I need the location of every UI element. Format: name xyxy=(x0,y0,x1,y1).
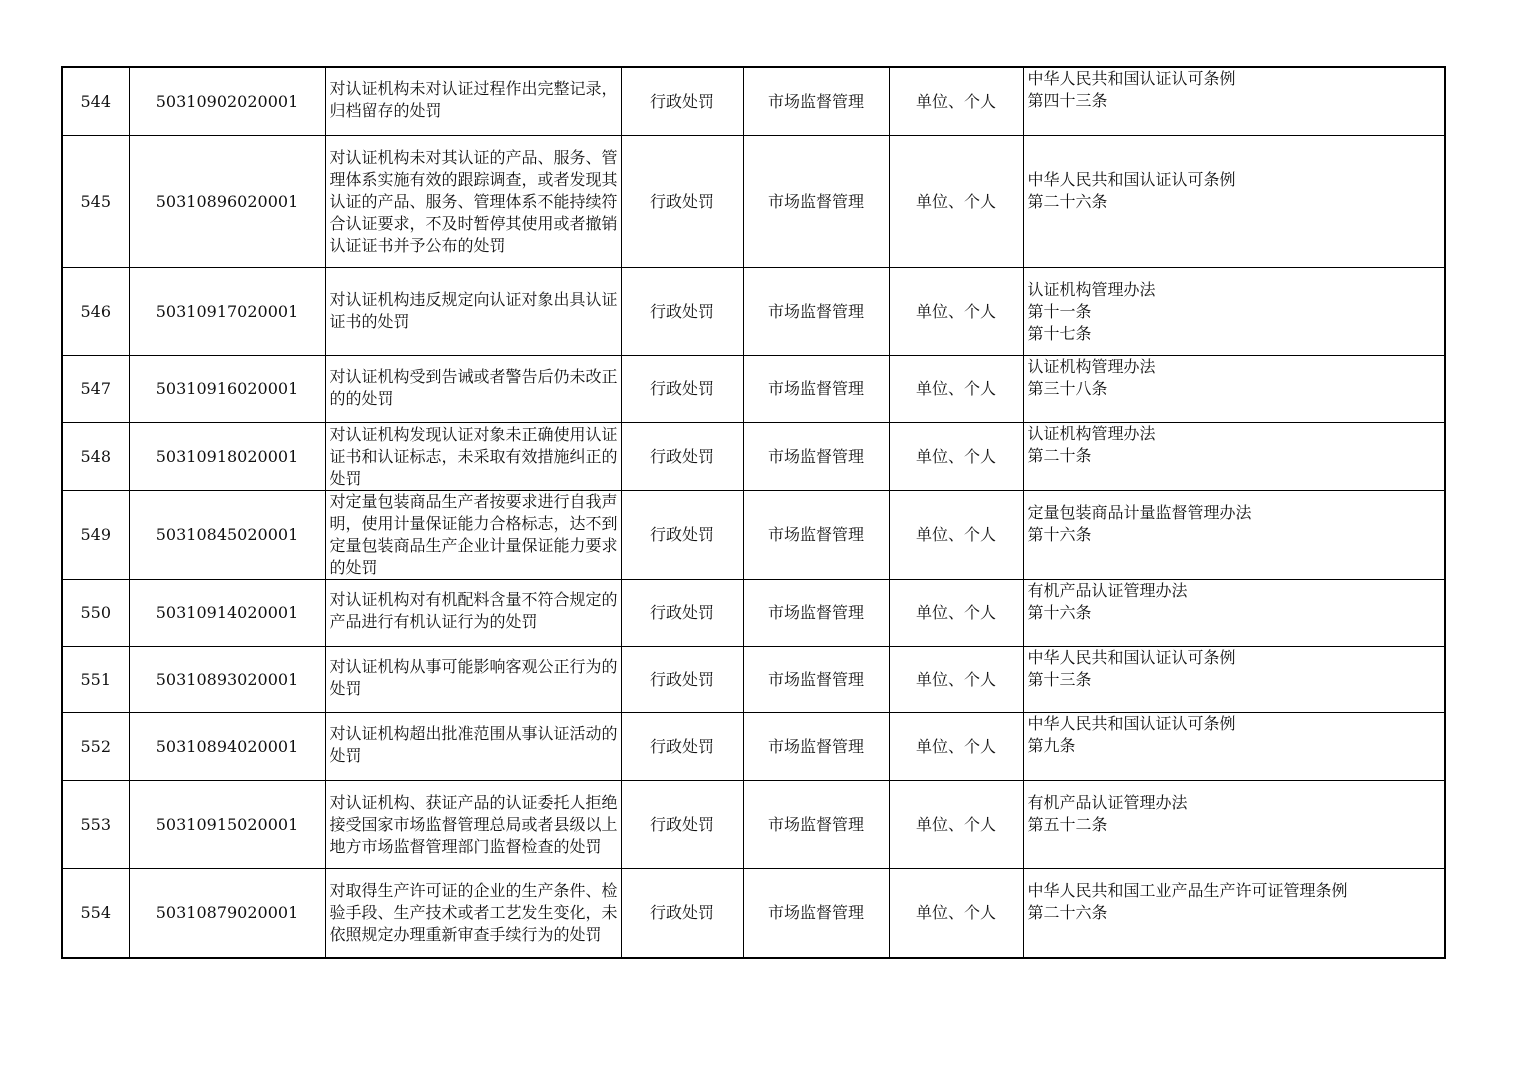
item-code-cell xyxy=(129,136,325,268)
legal-basis-title: 中华人民共和国认证认可条例 xyxy=(1027,69,1236,88)
item-type-cell xyxy=(621,356,743,423)
serial-number: 552 xyxy=(80,736,112,756)
item-code-cell xyxy=(129,781,325,869)
table-row xyxy=(62,647,1445,713)
applicable-subject: 单位、个人 xyxy=(915,191,996,211)
subject-cell xyxy=(889,423,1023,491)
table-row xyxy=(62,67,1445,136)
applicable-subject: 单位、个人 xyxy=(915,525,996,544)
legal-basis-cell xyxy=(1023,491,1445,580)
item-field-cell xyxy=(743,423,889,491)
serial-number: 553 xyxy=(80,814,112,834)
legal-basis-title: 中华人民共和国认证认可条例 xyxy=(1027,170,1236,189)
item-code: 50310916020001 xyxy=(155,379,299,398)
serial-number: 551 xyxy=(80,669,112,689)
item-name-cell xyxy=(325,423,621,491)
item-name-cell xyxy=(325,491,621,580)
item-type-cell xyxy=(621,781,743,869)
item-field-cell xyxy=(743,268,889,356)
table-row xyxy=(62,491,1445,580)
item-name-cell xyxy=(325,356,621,423)
table-row xyxy=(62,423,1445,491)
item-code: 50310914020001 xyxy=(155,603,299,622)
serial-number-cell xyxy=(62,491,129,580)
applicable-subject: 单位、个人 xyxy=(915,603,996,622)
subject-cell xyxy=(889,580,1023,647)
item-type: 行政处罚 xyxy=(649,446,714,466)
table-row xyxy=(62,869,1445,958)
subject-cell xyxy=(889,136,1023,268)
legal-basis-article: 第十三条 xyxy=(1027,670,1092,689)
item-type: 行政处罚 xyxy=(649,902,714,922)
item-name-cell xyxy=(325,869,621,958)
item-name-cell xyxy=(325,781,621,869)
item-code-cell xyxy=(129,491,325,580)
item-name: 对定量包装商品生产者按要求进行自我声明，使用计量保证能力合格标志，达不到定量包装商品生产企业计量保证能力要求的处罚 xyxy=(329,492,618,577)
table-row xyxy=(62,268,1445,356)
item-code: 50310893020001 xyxy=(155,669,299,689)
table-row xyxy=(62,136,1445,268)
item-type-cell xyxy=(621,647,743,713)
subject-cell xyxy=(889,268,1023,356)
applicable-subject: 单位、个人 xyxy=(915,301,996,321)
item-name: 对认证机构发现认证对象未正确使用认证证书和认证标志，未采取有效措施纠正的处罚 xyxy=(329,424,618,488)
table-row xyxy=(62,580,1445,647)
item-field: 市场监督管理 xyxy=(767,191,864,211)
subject-cell xyxy=(889,713,1023,781)
item-code-cell xyxy=(129,713,325,781)
item-field: 市场监督管理 xyxy=(767,814,864,834)
legal-basis-title: 中华人民共和国工业产品生产许可证管理条例 xyxy=(1027,880,1348,900)
subject-cell xyxy=(889,781,1023,869)
item-field-cell xyxy=(743,781,889,869)
subject-cell xyxy=(889,647,1023,713)
serial-number-cell xyxy=(62,869,129,958)
legal-basis-article: 第四十三条 xyxy=(1027,91,1108,110)
item-code-cell xyxy=(129,869,325,958)
legal-basis-cell xyxy=(1023,580,1445,647)
item-field: 市场监督管理 xyxy=(767,301,864,321)
legal-basis-article: 第十一条 xyxy=(1027,301,1092,321)
legal-basis-cell xyxy=(1023,356,1445,423)
serial-number-cell xyxy=(62,67,129,136)
item-field: 市场监督管理 xyxy=(767,902,864,922)
item-name-cell xyxy=(325,136,621,268)
serial-number-cell xyxy=(62,647,129,713)
item-name: 对认证机构未对其认证的产品、服务、管理体系实施有效的跟踪调查，或者发现其认证的产品、服务、管理体系不能持续符合认证要求，不及时暂停其使用或者撤销认证证书并予公布的处罚 xyxy=(329,147,618,255)
item-name: 对认证机构受到告诫或者警告后仍未改正的的处罚 xyxy=(329,367,618,408)
item-name: 对认证机构从事可能影响客观公正行为的处罚 xyxy=(329,656,618,698)
item-type: 行政处罚 xyxy=(649,814,714,834)
item-code: 50310915020001 xyxy=(155,814,299,834)
applicable-subject: 单位、个人 xyxy=(915,446,996,466)
item-field-cell xyxy=(743,356,889,423)
item-type: 行政处罚 xyxy=(649,191,714,211)
item-code: 50310918020001 xyxy=(155,446,299,466)
subject-cell xyxy=(889,356,1023,423)
item-field-cell xyxy=(743,136,889,268)
item-type-cell xyxy=(621,136,743,268)
item-code-cell xyxy=(129,647,325,713)
legal-basis-cell xyxy=(1023,268,1445,356)
legal-basis-article: 第五十二条 xyxy=(1027,815,1108,834)
item-field-cell xyxy=(743,647,889,713)
item-name-cell xyxy=(325,647,621,713)
legal-basis-title: 定量包装商品计量监督管理办法 xyxy=(1027,502,1252,522)
legal-basis-article: 第十七条 xyxy=(1027,323,1092,343)
item-code: 50310894020001 xyxy=(155,736,299,756)
serial-number-cell xyxy=(62,136,129,268)
item-type-cell xyxy=(621,869,743,958)
item-code: 50310896020001 xyxy=(155,191,299,211)
subject-cell xyxy=(889,869,1023,958)
item-type-cell xyxy=(621,423,743,491)
applicable-subject: 单位、个人 xyxy=(915,902,996,922)
serial-number-cell xyxy=(62,268,129,356)
legal-basis-title: 中华人民共和国认证认可条例 xyxy=(1027,714,1236,733)
legal-basis-cell xyxy=(1023,423,1445,491)
item-code-cell xyxy=(129,423,325,491)
item-field-cell xyxy=(743,713,889,781)
table-row xyxy=(62,356,1445,423)
serial-number: 547 xyxy=(80,379,112,398)
legal-basis-title: 认证机构管理办法 xyxy=(1027,279,1156,299)
item-name-cell xyxy=(325,67,621,136)
serial-number: 546 xyxy=(80,301,112,321)
item-name: 对取得生产许可证的企业的生产条件、检验手段、生产技术或者工艺发生变化，未依照规定办理重新审查手续行为的处罚 xyxy=(329,880,618,944)
item-field: 市场监督管理 xyxy=(767,603,864,622)
applicable-subject: 单位、个人 xyxy=(915,669,996,689)
item-name: 对认证机构未对认证过程作出完整记录，归档留存的处罚 xyxy=(329,78,618,120)
item-type: 行政处罚 xyxy=(649,525,714,544)
legal-basis-title: 有机产品认证管理办法 xyxy=(1027,581,1188,600)
item-name: 对认证机构对有机配料含量不符合规定的产品进行有机认证行为的处罚 xyxy=(329,590,618,631)
item-type-cell xyxy=(621,713,743,781)
legal-basis-cell xyxy=(1023,647,1445,713)
serial-number: 549 xyxy=(80,525,112,544)
serial-number-cell xyxy=(62,713,129,781)
serial-number-cell xyxy=(62,423,129,491)
table-body xyxy=(62,67,1445,958)
item-name-cell xyxy=(325,713,621,781)
subject-cell xyxy=(889,491,1023,580)
applicable-subject: 单位、个人 xyxy=(915,379,996,398)
serial-number-cell xyxy=(62,781,129,869)
item-type-cell xyxy=(621,491,743,580)
item-field-cell xyxy=(743,580,889,647)
serial-number: 550 xyxy=(80,603,112,622)
serial-number: 545 xyxy=(80,191,112,211)
legal-basis-cell xyxy=(1023,869,1445,958)
serial-number: 548 xyxy=(80,446,112,466)
legal-basis-cell xyxy=(1023,136,1445,268)
item-field-cell xyxy=(743,67,889,136)
item-type: 行政处罚 xyxy=(649,91,714,111)
item-code: 50310917020001 xyxy=(155,301,299,321)
subject-cell xyxy=(889,67,1023,136)
applicable-subject: 单位、个人 xyxy=(915,91,996,111)
item-code-cell xyxy=(129,580,325,647)
item-field: 市场监督管理 xyxy=(767,669,864,689)
legal-basis-article: 第十六条 xyxy=(1027,603,1092,622)
item-type: 行政处罚 xyxy=(649,669,714,689)
legal-basis-title: 认证机构管理办法 xyxy=(1027,357,1156,376)
legal-basis-title: 认证机构管理办法 xyxy=(1027,424,1156,443)
legal-basis-cell xyxy=(1023,67,1445,136)
item-code-cell xyxy=(129,268,325,356)
table-row xyxy=(62,713,1445,781)
table-row xyxy=(62,781,1445,869)
item-code-cell xyxy=(129,67,325,136)
legal-basis-article: 第十六条 xyxy=(1027,524,1092,544)
item-field: 市场监督管理 xyxy=(767,379,864,398)
serial-number: 554 xyxy=(80,902,112,922)
serial-number: 544 xyxy=(80,91,112,111)
item-name: 对认证机构超出批准范围从事认证活动的处罚 xyxy=(329,723,618,765)
item-type-cell xyxy=(621,580,743,647)
item-type: 行政处罚 xyxy=(649,379,714,398)
item-type-cell xyxy=(621,67,743,136)
serial-number-cell xyxy=(62,580,129,647)
applicable-subject: 单位、个人 xyxy=(915,814,996,834)
item-field: 市场监督管理 xyxy=(767,446,864,466)
item-type: 行政处罚 xyxy=(649,603,714,622)
legal-basis-article: 第二十六条 xyxy=(1027,192,1108,211)
item-field: 市场监督管理 xyxy=(767,736,864,756)
item-field: 市场监督管理 xyxy=(767,525,864,544)
item-name: 对认证机构违反规定向认证对象出具认证证书的处罚 xyxy=(329,289,618,331)
legal-basis-article: 第二十六条 xyxy=(1027,902,1108,922)
item-code: 50310879020001 xyxy=(155,902,299,922)
legal-basis-article: 第九条 xyxy=(1027,736,1076,755)
item-code: 50310845020001 xyxy=(155,525,299,544)
item-name-cell xyxy=(325,268,621,356)
item-code-cell xyxy=(129,356,325,423)
item-field-cell xyxy=(743,869,889,958)
item-name: 对认证机构、获证产品的认证委托人拒绝接受国家市场监督管理总局或者县级以上地方市场监督管理部门监督检查的处罚 xyxy=(329,792,618,856)
item-field-cell xyxy=(743,491,889,580)
item-type: 行政处罚 xyxy=(649,736,714,756)
item-name-cell xyxy=(325,580,621,647)
legal-basis-title: 中华人民共和国认证认可条例 xyxy=(1027,648,1236,667)
serial-number-cell xyxy=(62,356,129,423)
legal-basis-cell xyxy=(1023,713,1445,781)
legal-basis-article: 第二十条 xyxy=(1027,446,1092,465)
legal-basis-cell xyxy=(1023,781,1445,869)
legal-basis-title: 有机产品认证管理办法 xyxy=(1027,793,1188,812)
penalty-items-table xyxy=(61,66,1446,959)
item-type: 行政处罚 xyxy=(649,301,714,321)
item-field: 市场监督管理 xyxy=(767,91,864,111)
legal-basis-article: 第三十八条 xyxy=(1027,379,1108,398)
item-code: 50310902020001 xyxy=(155,91,299,111)
applicable-subject: 单位、个人 xyxy=(915,736,996,756)
item-type-cell xyxy=(621,268,743,356)
